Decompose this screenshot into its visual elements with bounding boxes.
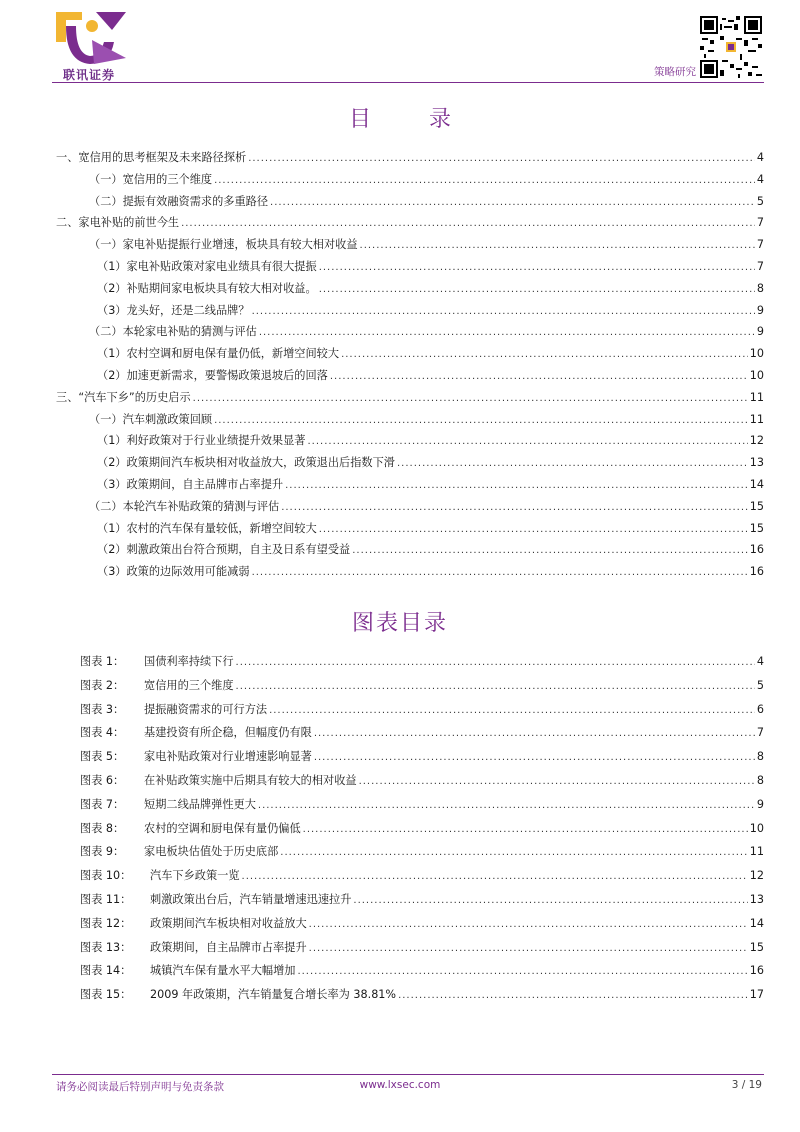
toc-entry-text: （一）家电补贴提振行业增速，板块具有较大相对收益 [89, 238, 358, 252]
toc-entry-page: 7 [756, 216, 764, 230]
figure-entry-label: 图表 10： [80, 869, 132, 883]
figure-entry-text: 政策期间，自主品牌市占率提升 [150, 940, 307, 954]
figure-entry-label: 图表 1： [80, 655, 125, 668]
figure-leader-dots [269, 705, 755, 716]
figure-entry-page: 17 [749, 988, 764, 1002]
figure-leader-dots [359, 776, 755, 787]
header-divider [52, 82, 764, 83]
toc-entry[interactable] [56, 476, 764, 498]
figure-entry-text: 政策期间汽车板块相对收益放大 [150, 916, 307, 930]
toc-leader-dots [341, 349, 748, 360]
toc-entry-page: 13 [749, 456, 764, 470]
toc-leader-dots [330, 371, 748, 382]
figure-entry[interactable] [80, 653, 764, 677]
figure-leader-dots [236, 681, 755, 692]
toc-entry-page: 10 [749, 347, 764, 361]
toc-entry-text: 二、家电补贴的前世今生 [56, 216, 180, 230]
toc-entry[interactable] [56, 214, 764, 236]
figure-entry-label: 图表 14： [80, 964, 132, 978]
figure-entry-page: 14 [749, 916, 764, 930]
page-indicator: 3 / 19 [731, 1079, 762, 1091]
company-name: 联讯证券 [62, 68, 115, 82]
figure-entry-text: 汽车下乡政策一览 [150, 869, 240, 883]
figure-entry[interactable] [80, 796, 764, 820]
figure-entry[interactable] [80, 701, 764, 725]
figure-leader-dots [314, 752, 755, 763]
figure-leader-dots [236, 657, 755, 668]
figure-entry-page: 13 [749, 892, 764, 906]
toc-entry[interactable] [56, 498, 764, 520]
toc-entry-text: （二）本轮汽车补贴政策的猜测与评估 [89, 499, 280, 513]
toc-leader-dots [285, 480, 748, 491]
toc-entry-page: 5 [756, 194, 764, 208]
figure-entry[interactable] [80, 962, 764, 986]
figure-entry-label: 图表 8： [80, 821, 125, 835]
toc-entry-page: 15 [749, 521, 764, 535]
figure-entry-text: 宽信用的三个维度 [144, 678, 234, 692]
toc-entry-text: （2）政策期间汽车板块相对收益放大，政策退出后指数下滑 [97, 456, 395, 470]
figure-entry[interactable] [80, 939, 764, 963]
figure-entry-page: 4 [756, 655, 764, 668]
toc-leader-dots [248, 153, 755, 164]
disclaimer-link[interactable]: 请务必阅读最后特别声明与免责条款 [56, 1081, 224, 1093]
figure-entry-label: 图表 6： [80, 773, 125, 787]
toc-leader-dots [214, 415, 748, 426]
toc-entry-text: （二）提振有效融资需求的多重路径 [89, 194, 269, 208]
toc-leader-dots [360, 240, 755, 251]
figure-entry[interactable] [80, 843, 764, 867]
figure-entry-text: 2009 年政策期，汽车销量复合增长率为 38.81% [150, 988, 397, 1002]
figure-entry-page: 10 [749, 821, 764, 835]
toc-entry[interactable] [56, 258, 764, 280]
figure-entry-label: 图表 11： [80, 892, 132, 906]
figure-entry-text: 基建投资有所企稳，但幅度仍有限 [144, 726, 312, 740]
toc-leader-dots [259, 327, 755, 338]
toc-entry-text: （一）宽信用的三个维度 [89, 172, 213, 186]
toc-entry-page: 4 [756, 172, 764, 186]
toc-entry-page: 15 [749, 499, 764, 513]
figure-leader-dots [314, 728, 755, 739]
toc-entry-page: 11 [749, 412, 764, 426]
toc-entry-page: 9 [756, 325, 764, 339]
figure-entry[interactable] [80, 772, 764, 796]
figure-entry-page: 11 [749, 845, 764, 859]
figure-entry-label: 图表 15： [80, 988, 132, 1002]
figure-leader-dots [258, 800, 755, 811]
figure-entry[interactable] [80, 677, 764, 701]
toc-leader-dots [252, 306, 755, 317]
toc-entry[interactable] [56, 149, 764, 171]
website-link[interactable]: www.lxsec.com [359, 1079, 441, 1091]
toc-entry[interactable] [56, 345, 764, 367]
toc-entry-page: 12 [749, 434, 764, 448]
toc-entry-page: 11 [749, 390, 764, 404]
toc-entry-text: （2）加速更新需求，要警惕政策退坡后的回落 [97, 368, 328, 382]
toc-entry[interactable] [56, 454, 764, 476]
figure-entry-page: 8 [756, 750, 764, 764]
figure-entry-page: 5 [756, 678, 764, 692]
figure-entry-text: 在补贴政策实施中后期具有较大的相对收益 [144, 773, 357, 787]
toc-leader-dots [319, 524, 748, 535]
figure-entry-text: 家电板块估值处于历史底部 [144, 845, 279, 859]
figure-entry-page: 16 [749, 964, 764, 978]
toc-entry-page: 16 [749, 543, 764, 557]
figure-entry[interactable] [80, 915, 764, 939]
toc-entry-text: （1）利好政策对于行业业绩提升效果显著 [97, 434, 306, 448]
figure-entry-label: 图表 4： [80, 726, 125, 740]
toc-entry-text: （1）农村的汽车保有量较低，新增空间较大 [97, 521, 317, 535]
qr-code-icon [700, 16, 762, 78]
toc-entry-page: 10 [749, 368, 764, 382]
toc-entry-page: 7 [756, 238, 764, 252]
figure-leader-dots [242, 871, 748, 882]
toc-entry[interactable] [56, 367, 764, 389]
toc-entry[interactable] [56, 432, 764, 454]
toc-entry-page: 7 [756, 259, 764, 273]
figure-leader-dots [280, 847, 747, 858]
figure-entry-page: 15 [749, 940, 764, 954]
toc-leader-dots [252, 567, 748, 578]
figure-entry-label: 图表 13： [80, 940, 132, 954]
figure-entry-page: 7 [756, 726, 764, 740]
toc-title: 目 录 [348, 107, 469, 132]
figure-entry[interactable] [80, 724, 764, 748]
toc-leader-dots [319, 284, 755, 295]
toc-entry-text: 三、“汽车下乡”的历史启示 [56, 390, 191, 404]
toc-entry-page: 4 [756, 151, 764, 164]
toc-entry-text: （3）政策期间，自主品牌市占率提升 [97, 477, 284, 491]
toc-entry-text: （3）龙头好，还是二线品牌？ [97, 303, 250, 317]
figure-entry[interactable] [80, 748, 764, 772]
toc-entry-page: 8 [756, 281, 764, 295]
figure-entry-label: 图表 2： [80, 678, 125, 692]
toc-entry[interactable] [56, 171, 764, 193]
figure-leader-dots [398, 990, 748, 1001]
figure-entry-text: 城镇汽车保有量水平大幅增加 [150, 964, 296, 978]
figure-entry[interactable] [80, 986, 764, 1010]
figures-list [80, 653, 764, 1010]
toc-leader-dots [352, 545, 748, 556]
figure-leader-dots [303, 824, 748, 835]
toc-entry-text: （1）家电补贴政策对家电业绩具有很大提振 [97, 259, 317, 273]
toc-entry-page: 16 [749, 565, 764, 579]
figure-entry-label: 图表 7： [80, 797, 125, 811]
toc-entry[interactable] [56, 563, 764, 585]
toc-entry[interactable] [56, 411, 764, 433]
toc-leader-dots [214, 175, 755, 186]
toc-entry[interactable] [56, 302, 764, 324]
figure-entry-page: 6 [756, 702, 764, 716]
figure-entry-text: 农村的空调和厨电保有量仍偏低 [144, 821, 301, 835]
figure-entry[interactable] [80, 867, 764, 891]
figure-entry[interactable] [80, 891, 764, 915]
toc-entry-text: （一）汽车刺激政策回顾 [89, 412, 213, 426]
toc-entry-page: 14 [749, 477, 764, 491]
figure-entry-text: 家电补贴政策对行业增速影响显著 [144, 750, 312, 764]
toc-entry[interactable] [56, 193, 764, 215]
toc-leader-dots [270, 197, 755, 208]
figure-entry-label: 图表 12： [80, 916, 132, 930]
toc-leader-dots [181, 218, 755, 229]
figure-entry-page: 12 [749, 869, 764, 883]
figures-list-title: 图表目录 [351, 611, 448, 636]
toc-entry-text: （3）政策的边际效用可能减弱 [97, 565, 250, 579]
toc-entry-text: （2）刺激政策出台符合预期，自主及日系有望受益 [97, 543, 351, 557]
figure-entry-text: 国债利率持续下行 [144, 655, 234, 668]
toc-entry[interactable] [56, 520, 764, 542]
figure-entry-label: 图表 5： [80, 750, 125, 764]
toc-entry[interactable] [56, 541, 764, 563]
report-type-label: 策略研究 [654, 66, 696, 78]
toc-entry-text: （2）补贴期间家电板块具有较大相对收益。 [97, 281, 317, 295]
figure-leader-dots [309, 943, 748, 954]
toc-leader-dots [193, 393, 748, 404]
toc-leader-dots [308, 436, 748, 447]
figure-entry-text: 提振融资需求的可行方法 [144, 702, 268, 716]
figure-entry-page: 8 [756, 773, 764, 787]
figure-leader-dots [297, 966, 747, 977]
toc-entry[interactable] [56, 236, 764, 258]
figure-entry-text: 刺激政策出台后，汽车销量增速迅速拉升 [150, 892, 352, 906]
figure-entry-label: 图表 9： [80, 845, 125, 859]
figure-entry-label: 图表 3： [80, 702, 125, 716]
toc-leader-dots [319, 262, 755, 273]
toc-leader-dots [281, 502, 748, 513]
figure-leader-dots [353, 895, 747, 906]
toc-entry[interactable] [56, 389, 764, 411]
figure-entry-text: 短期二线品牌弹性更大 [144, 797, 256, 811]
toc-leader-dots [397, 458, 748, 469]
toc-entry-text: （1）农村空调和厨电保有量仍低，新增空间较大 [97, 347, 340, 361]
figure-entry[interactable] [80, 820, 764, 844]
figure-entry-page: 9 [756, 797, 764, 811]
table-of-contents [56, 149, 764, 585]
toc-entry-page: 9 [756, 303, 764, 317]
figure-leader-dots [309, 919, 748, 930]
toc-entry-text: 一、宽信用的思考框架及未来路径探析 [56, 151, 247, 164]
footer-divider [52, 1074, 764, 1075]
toc-entry[interactable] [56, 323, 764, 345]
page-header [0, 0, 800, 90]
toc-entry[interactable] [56, 280, 764, 302]
toc-entry-text: （二）本轮家电补贴的猜测与评估 [89, 325, 257, 339]
